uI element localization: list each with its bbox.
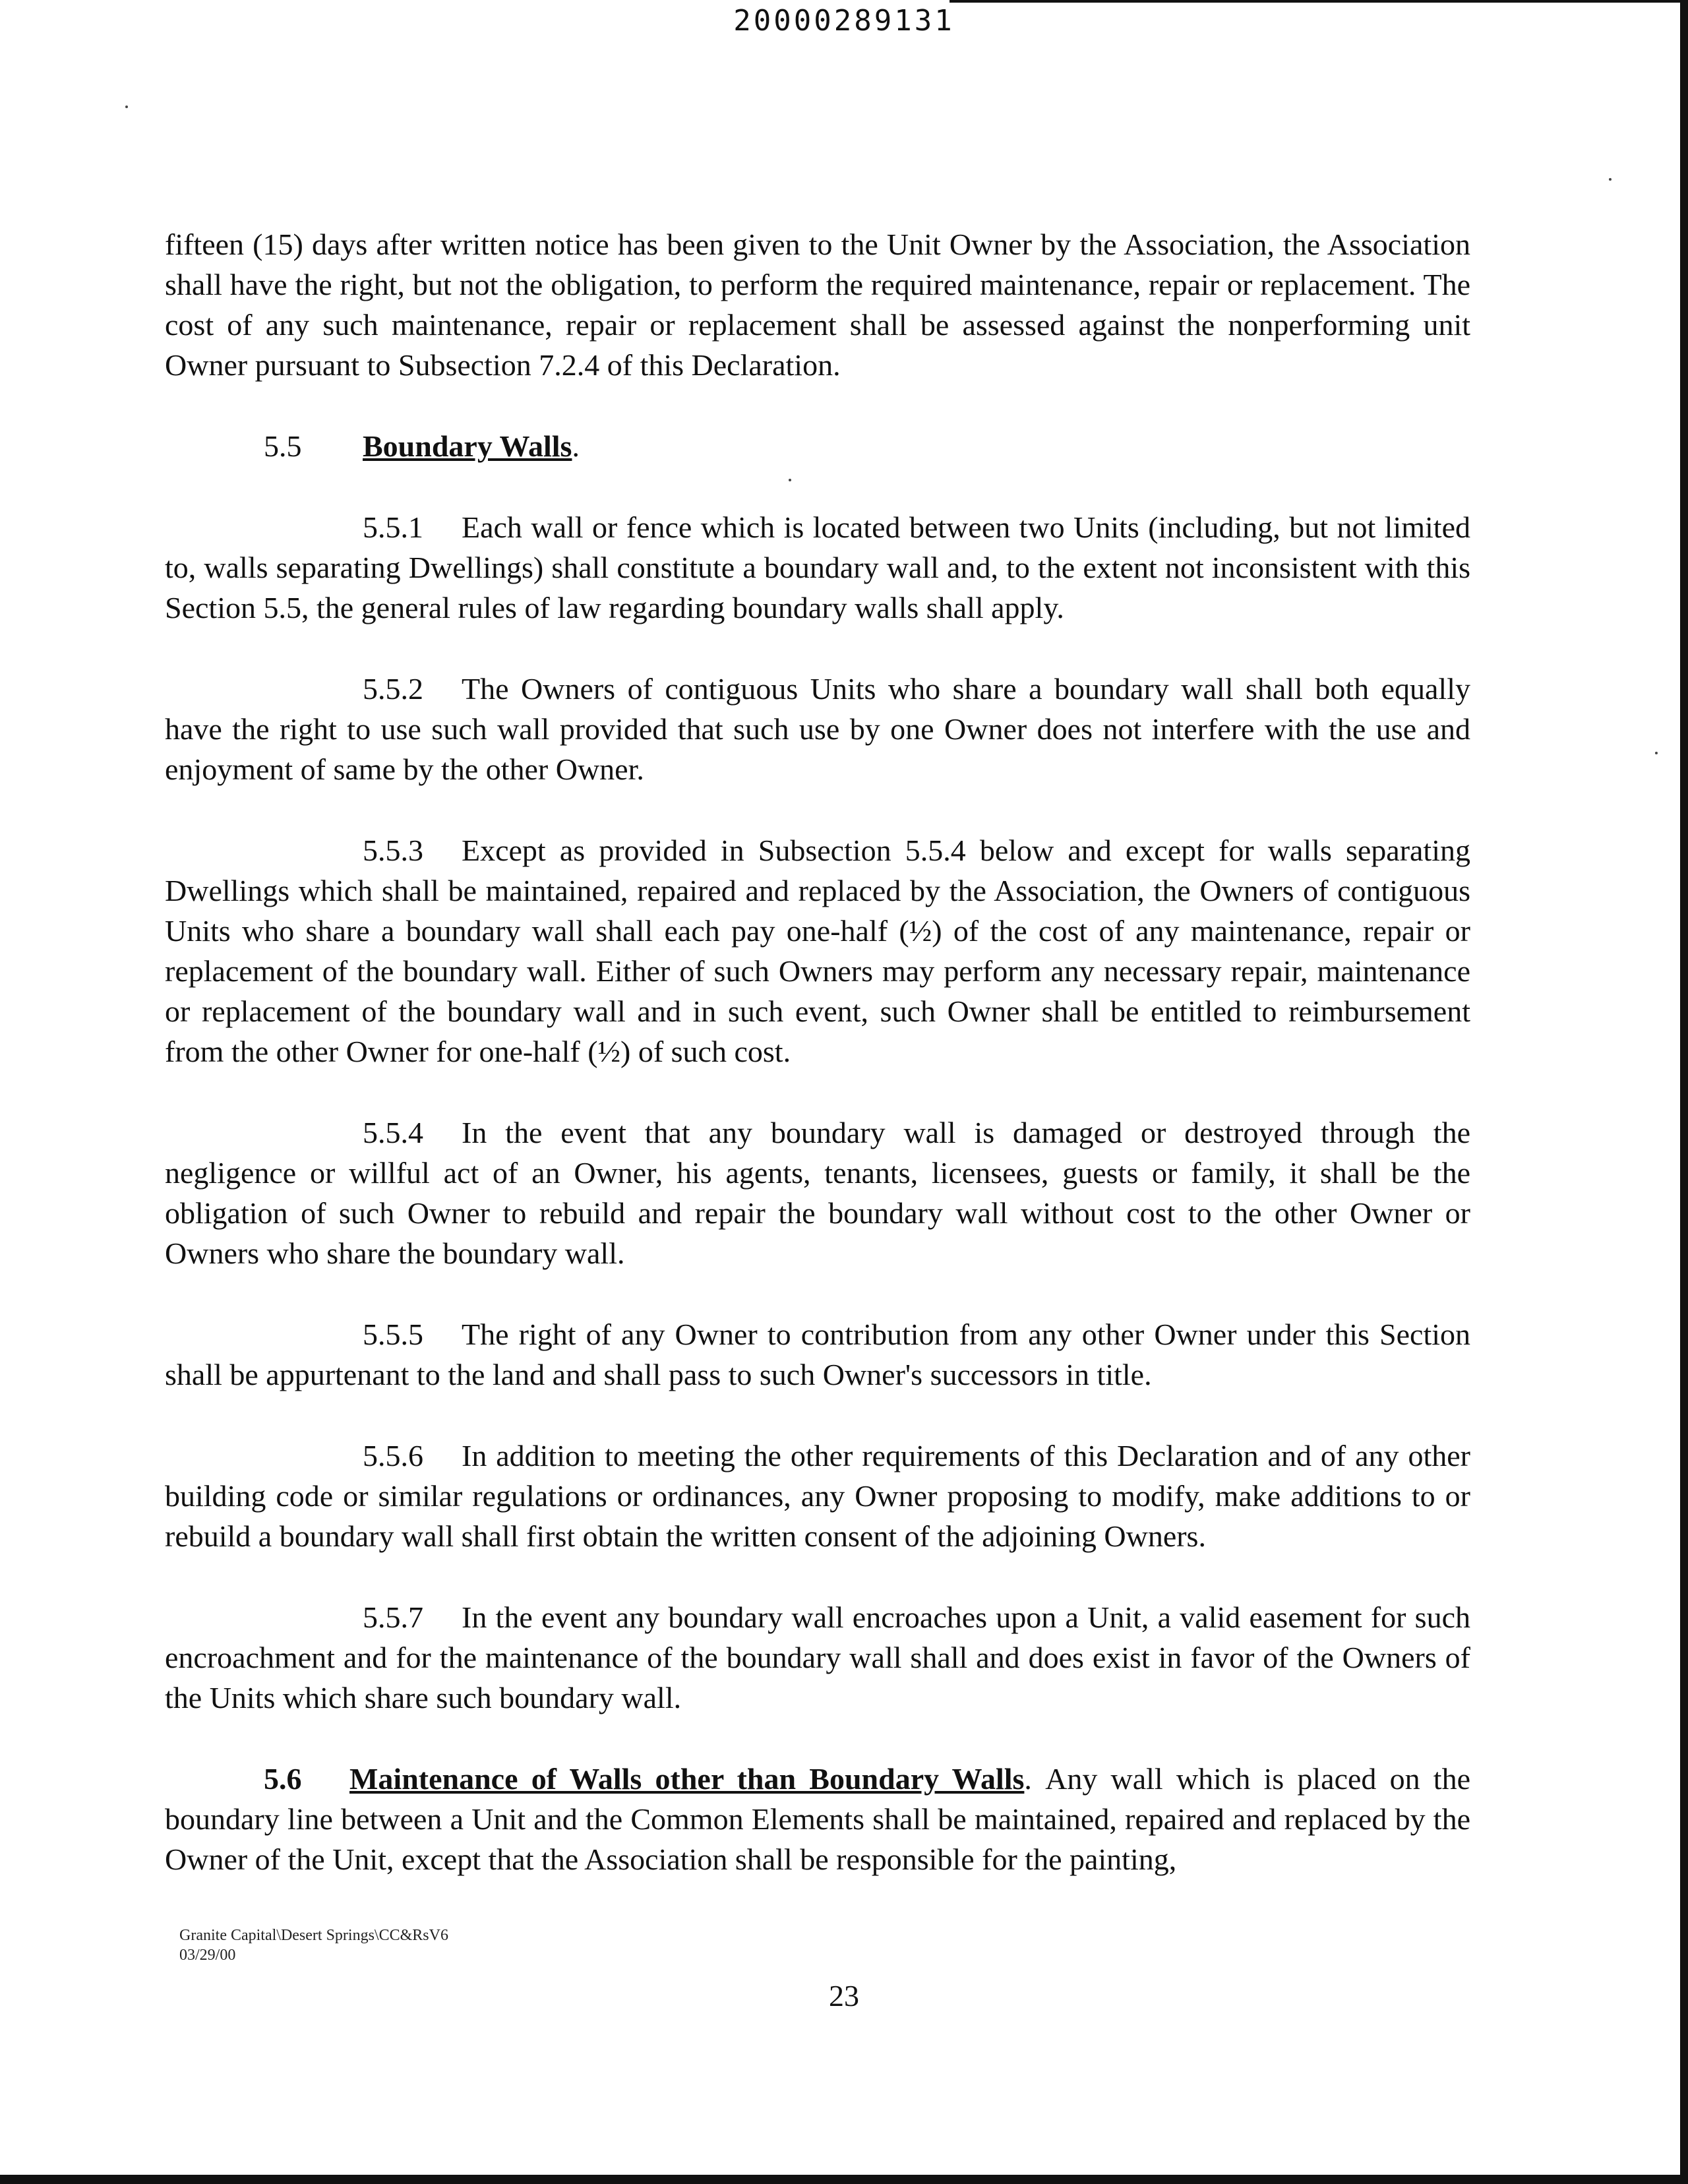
footer-file-info (179, 1926, 448, 1965)
subsection-text: In the event any boundary wall encroaches upon a Unit, a valid easement for such encroachment and for the maintenance of the boundary wall shall and does exist in favor of the Owners of the Units which share such boundary wall. (165, 1600, 1470, 1714)
subsection-text: The right of any Owner to contribution from any other Owner under this Section shall be appurtenant to the land and shall pass to such Owner's successors in title. (165, 1318, 1470, 1391)
subsection-5-5-7 (165, 1597, 1470, 1718)
scan-right-edge (1680, 0, 1688, 2184)
subsection-5-5-5 (165, 1314, 1470, 1395)
section-text: Any wall which is placed on the boundary line between a Unit and the Common Elements shall be maintained, repaired and replaced by the Owner of the Unit, except that the Association shall be responsible for the painting, (165, 1762, 1471, 1876)
subsection-number: 5.5.1 (363, 510, 423, 544)
page-number: 23 (829, 1979, 859, 2013)
subsection-text: In the event that any boundary wall is damaged or destroyed through the negligence or willful act of an Owner, his agents, tenants, licensees, guests or family, it shall be the obligation of such Owner to rebuild and repair the boundary wall without cost to the other Owner or Owners who share the boundary wall. (165, 1116, 1470, 1270)
section-5-5-heading (165, 426, 1470, 466)
section-title-suffix: . (1024, 1762, 1032, 1796)
document-id-stamp: 20000289131 (733, 4, 955, 38)
subsection-5-5-6 (165, 1436, 1470, 1556)
scan-speck (125, 106, 128, 108)
subsection-number: 5.5.7 (363, 1600, 423, 1634)
subsection-text: The Owners of contiguous Units who share a boundary wall shall both equally have the right to use such wall provided that such use by one Owner does not interfere with the use and enjoyment of same by the other Owner. (165, 672, 1470, 786)
lead-paragraph: fifteen (15) days after written notice has been given to the Unit Owner by the Association, the Association shall have the right, but not the obligation, to perform the required maintenance, repair or replacement. The cost of any such maintenance, repair or replacement shall be assessed against the nonperforming unit Owner pursuant to Subsection 7.2.4 of this Declaration. (165, 228, 1470, 382)
footer-file-path: Granite Capital\Desert Springs\CC&RsV6 (179, 1927, 448, 1944)
scan-top-edge (950, 0, 1688, 3)
subsection-text: In addition to meeting the other requirements of this Declaration and of any other building code or similar regulations or ordinances, any Owner proposing to modify, make additions to or rebuild a boundary wall shall first obtain the written consent of the adjoining Owners. (165, 1439, 1470, 1553)
section-title-suffix: . (572, 429, 580, 463)
section-5-6 (165, 1759, 1470, 1879)
footer-date: 03/29/00 (179, 1947, 236, 1964)
subsection-5-5-3 (165, 830, 1470, 1072)
scan-speck (1655, 752, 1658, 754)
subsection-text: Except as provided in Subsection 5.5.4 below and except for walls separating Dwellings which shall be maintained, repaired and replaced by the Association, the Owners of contiguous Units who share a boundary wall shall each pay one-half (½) of the cost of any maintenance, repair or replacement of the boundary wall. Either of such Owners may perform any necessary repair, maintenance or replacement of the boundary wall and in such event, such Owner shall be entitled to reimbursement from the other Owner for one-half (½) of such cost. (165, 834, 1470, 1068)
section-number: 5.6 (264, 1762, 302, 1796)
subsection-number: 5.5.2 (363, 672, 423, 706)
section-number: 5.5 (264, 429, 302, 463)
subsection-number: 5.5.5 (363, 1318, 423, 1351)
subsection-5-5-1 (165, 507, 1470, 628)
section-title: Boundary Walls (363, 429, 572, 463)
subsection-text: Each wall or fence which is located between two Units (including, but not limited to, walls separating Dwellings) shall constitute a boundary wall and, to the extent not inconsistent with this Section 5.5, the general rules of law regarding boundary walls shall apply. (165, 510, 1470, 624)
subsection-5-5-4 (165, 1112, 1470, 1273)
document-body (165, 224, 1470, 1879)
section-title: Maintenance of Walls other than Boundary Walls (349, 1762, 1025, 1796)
scan-bottom-edge (0, 2175, 1688, 2184)
scan-speck (1609, 178, 1612, 181)
subsection-number: 5.5.4 (363, 1116, 423, 1149)
subsection-5-5-2 (165, 669, 1470, 789)
subsection-number: 5.5.6 (363, 1439, 423, 1472)
subsection-number: 5.5.3 (363, 834, 423, 867)
